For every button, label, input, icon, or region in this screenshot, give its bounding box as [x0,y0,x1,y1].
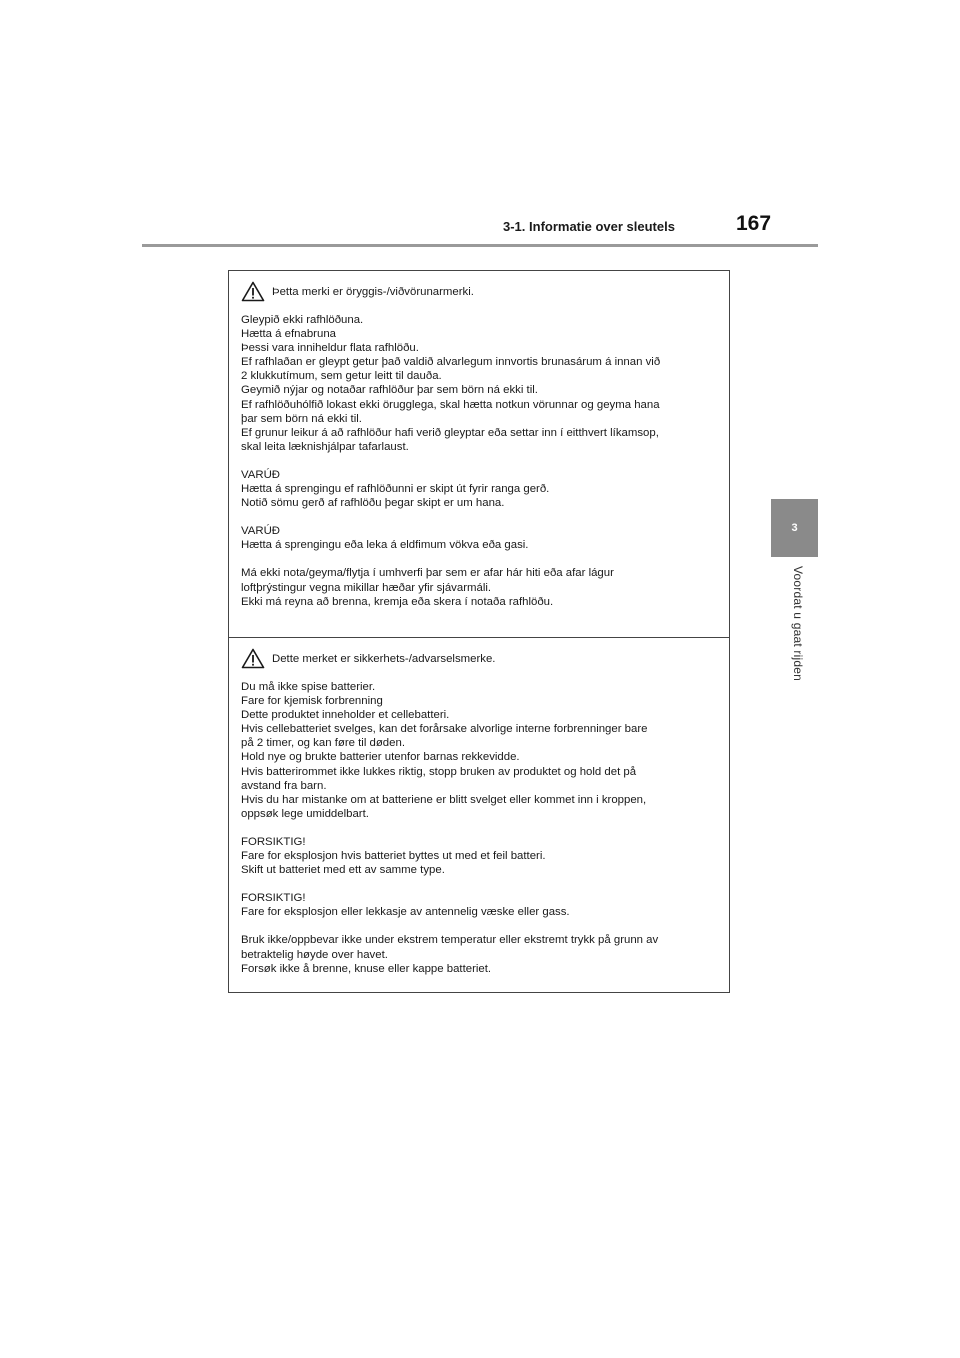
notice-line: Bruk ikke/oppbevar ikke under ekstrem temperatur eller ekstremt trykk på grunn av [241,934,659,947]
notice-line: Ef rafhlaðan er gleypt getur það valdið alvarlegum innvortis brunasárum á innan við [241,356,661,369]
chapter-number: 3 [791,522,798,534]
notice-line: Má ekki nota/geyma/flytja í umhverfi þar sem er afar hár hiti eða afar lágur [241,567,614,580]
notice-line: VARÚÐ [241,525,281,538]
notice-line: Geymið nýjar og notaðar rafhlöður þar sem börn ná ekki til. [241,384,538,397]
icelandic-title: Þetta merki er öryggis-/viðvörunarmerki. [272,285,474,298]
notice-line: betraktelig høyde over havet. [241,948,388,961]
header-section-title: 3-1. Informatie over sleutels [503,219,675,234]
notice-paragraph [241,524,717,552]
notice-line: Du må ikke spise batterier. [241,681,376,693]
notice-paragraph [241,891,717,919]
notice-line: Ef rafhlöðuhólfið lokast ekki örugglega, skal hætta notkun vörunnar og geyma hana [241,398,660,411]
notice-line: Skift ut batteriet med ett av samme type. [241,864,445,877]
notice-line: Ekki má reyna að brenna, kremja eða skera í notaða rafhlöðu. [241,595,554,608]
notice-line: Hvis du har mistanke om at batteriene er blitt svelget eller kommet inn i kroppen, [241,793,647,806]
notice-paragraph [241,933,717,975]
icelandic-paragraphs [241,313,717,609]
chapter-tab [771,499,818,557]
norwegian-title: Dette merket er sikkerhets-/advarselsmerke. [272,652,496,665]
notice-line: Fare for eksplosjon hvis batteriet byttes ut med et feil batteri. [241,850,546,863]
page-number: 167 [736,212,772,235]
warning-triangle-icon [241,281,265,302]
notice-line: skal leita læknishjálpar tafarlaust. [241,440,409,453]
notice-paragraph [241,680,717,821]
notice-line: Gleypið ekki rafhlöðuna. [241,314,364,326]
norwegian-paragraphs [241,680,717,976]
notice-line: Ef grunur leikur á að rafhlöður hafi verið gleyptar eða settar inn í eitthvert líkamsop, [241,426,659,439]
notice-line: avstand fra barn. [241,779,327,792]
notice-line: Hætta á sprengingu ef rafhlöðunni er skipt út fyrir ranga gerð. [241,483,550,496]
notice-line: loftþrýstingur vegna mikillar hæðar yfir sjávarmáli. [241,581,492,594]
notice-paragraph [241,468,717,510]
chapter-label: Voordat u gaat rijden [791,566,805,681]
notice-line: Fare for kjemisk forbrenning [241,695,383,708]
notice-line: Hold nye og brukte batterier utenfor barnas rekkevidde. [241,751,520,764]
notice-line: FORSIKTIG! [241,892,306,905]
header-rule [142,244,818,247]
icelandic-notice [229,271,729,637]
notice-line: Forsøk ikke å brenne, knuse eller kappe batteriet. [241,962,492,975]
notice-line: Hvis batterirommet ikke lukkes riktig, stopp bruken av produktet og hold det på [241,765,637,778]
icelandic-title-row [241,281,717,302]
notice-line: Hætta á sprengingu eða leka á eldfimum vökva eða gasi. [241,539,529,552]
notice-line: Hvis cellebatteriet svelges, kan det forårsake alvorlige interne forbrenninger bare [241,723,648,736]
notice-line: Hætta á efnabruna [241,328,336,341]
notice-line: Notið sömu gerð af rafhlöðu þegar skipt er um hana. [241,497,505,510]
warning-triangle-icon [241,648,265,669]
notice-line: på 2 timer, og kan føre til døden. [241,737,405,750]
notice-line: FORSIKTIG! [241,835,306,848]
notice-line: 2 klukkutímum, sem getur leitt til dauða. [241,370,442,383]
notice-paragraph [241,566,717,608]
notice-line: VARÚÐ [241,468,281,481]
norwegian-title-row [241,648,717,669]
notice-line: Fare for eksplosjon eller lekkasje av antennelig væske eller gass. [241,906,570,919]
notice-paragraph [241,835,717,877]
notice-line: Þessi vara inniheldur flata rafhlöðu. [241,342,419,355]
notice-line: þar sem börn ná ekki til. [241,412,362,425]
notice-paragraph [241,313,717,454]
notice-line: oppsøk lege umiddelbart. [241,807,369,820]
norwegian-notice [229,637,729,992]
safety-notice-box [228,270,730,993]
notice-line: Dette produktet inneholder et cellebatteri. [241,709,450,722]
